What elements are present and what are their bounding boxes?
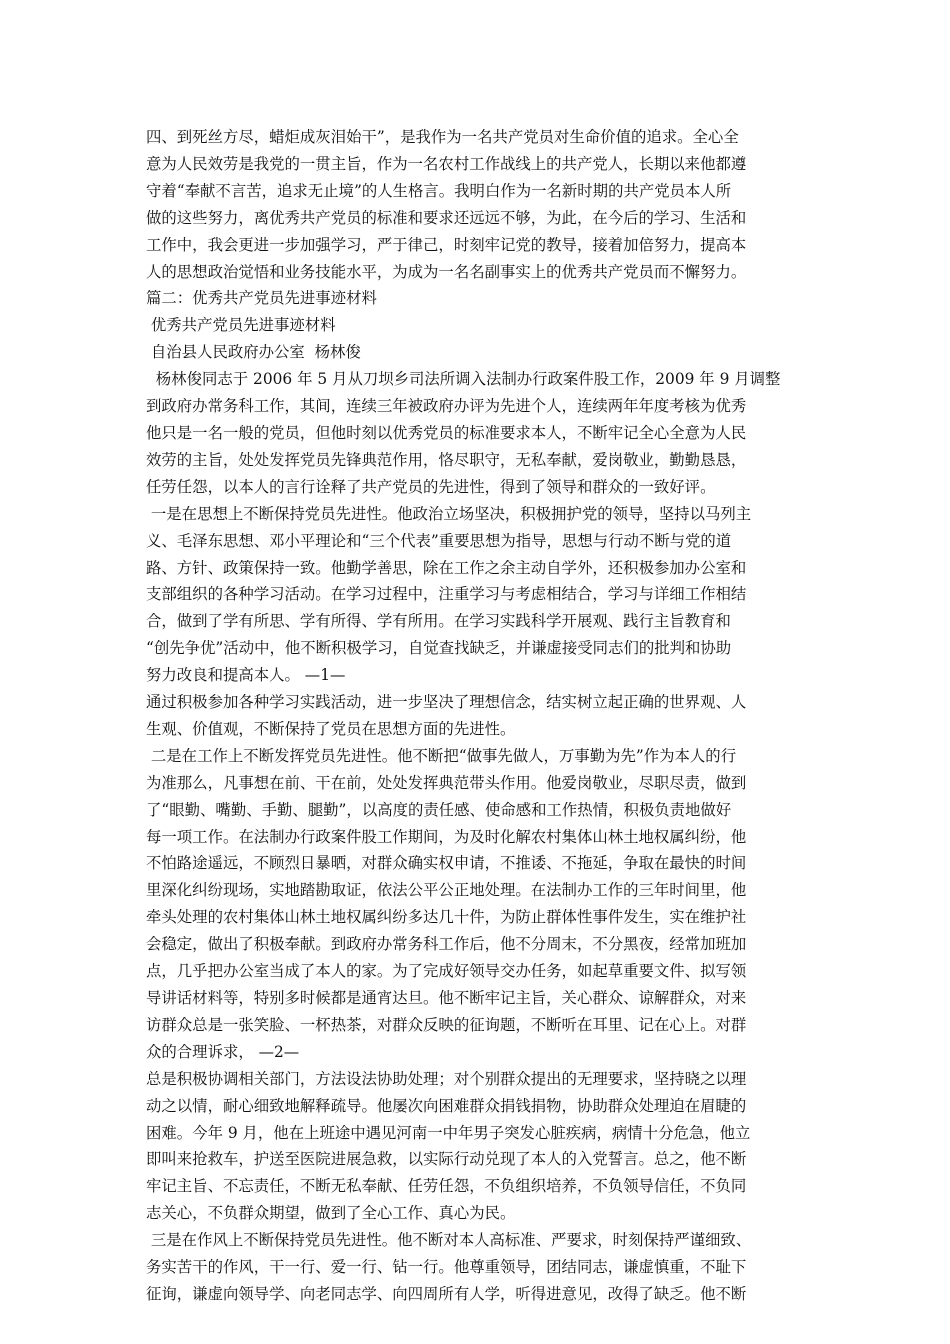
text-line: 自治县人民政府办公室 杨林俊 (146, 343, 361, 362)
text-line: 努力改良和提高本人。 —1— (146, 666, 346, 685)
text-line: 为准那么，凡事想在前、干在前，处处发挥典范带头作用。他爱岗敬业，尽职尽责，做到 (146, 773, 747, 792)
paragraph-p6 (146, 501, 814, 689)
paragraph-p10 (146, 1227, 814, 1308)
paragraph-p1 (146, 124, 814, 285)
text-line: 任劳任怨，以本人的言行诠释了共产党员的先进性，得到了领导和群众的一致好评。 (146, 477, 716, 496)
paragraph-p8 (146, 743, 814, 1066)
paragraph-p4 (146, 339, 814, 366)
text-line: 他只是一名一般的党员，但他时刻以优秀党员的标准要求本人，不断牢记全心全意为人民 (146, 423, 747, 442)
text-line: 困难。今年 9 月，他在上班途中遇见河南一中年男子突发心脏疾病，病情十分危急，他立 (146, 1123, 751, 1142)
text-line: 牢记主旨、不忘责任，不断无私奉献、任劳任怨，不负组织培养，不负领导信任，不负同 (146, 1177, 747, 1196)
paragraph-p2 (146, 285, 814, 312)
text-line: 人的思想政治觉悟和业务技能水平，为成为一名名副事实上的优秀共产党员而不懈努力。 (146, 262, 747, 281)
text-line: 众的合理诉求， —2— (146, 1042, 300, 1061)
text-line: “创先争优”活动中，他不断积极学习，自觉查找缺乏，并谦虚接受同志们的批判和协助 (146, 639, 732, 658)
text-line: 二是在工作上不断发挥党员先进性。他不断把“做事先做人，万事勤为先”作为本人的行 (146, 746, 737, 765)
text-line: 生观、价值观，不断保持了党员在思想方面的先进性。 (146, 719, 516, 738)
text-line: 效劳的主旨，处处发挥党员先锋典范作用，恪尽职守，无私奉献，爱岗敬业，勤勤恳恳， (146, 450, 747, 469)
text-line: 工作中，我会更进一步加强学习，严于律己，时刻牢记党的教导，接着加倍努力，提高本 (146, 235, 747, 254)
document-body (146, 124, 814, 1308)
text-line: 不怕路途遥远，不顾烈日暴晒，对群众确实权申请，不推诿、不拖延，争取在最快的时间 (146, 854, 747, 873)
text-line: 做的这些努力，离优秀共产党员的标准和要求还远远不够，为此，在今后的学习、生活和 (146, 208, 747, 227)
text-line: 总是积极协调相关部门，方法设法协助处理；对个别群众提出的无理要求，坚持晓之以理 (146, 1069, 747, 1088)
text-line: 三是在作风上不断保持党员先进性。他不断对本人高标准、严要求，时刻保持严谨细致、 (146, 1231, 752, 1250)
text-line: 访群众总是一张笑脸、一杯热茶，对群众反映的征询题，不断听在耳里、记在心上。对群 (146, 1015, 747, 1034)
text-line: 路、方针、政策保持一致。他勤学善思，除在工作之余主动自学外，还积极参加办公室和 (146, 558, 747, 577)
text-line: 杨林俊同志于 2006 年 5 月从刀坝乡司法所调入法制办行政案件股工作，2009 年 9 月调整 (146, 370, 781, 389)
text-line: 合，做到了学有所思、学有所得、学有所用。在学习实践科学开展观、践行主旨教育和 (146, 612, 731, 631)
text-line: 征询，谦虚向领导学、向老同志学、向四周所有人学，听得进意见，改得了缺乏。他不断 (146, 1284, 747, 1303)
text-line: 务实苦干的作风，干一行、爱一行、钻一行。他尊重领导，团结同志，谦虚慎重，不耻下 (146, 1258, 747, 1277)
text-line: 了“眼勤、嘴勤、手勤、腿勤”，以高度的责任感、使命感和工作热情，积极负责地做好 (146, 800, 732, 819)
text-line: 优秀共产党员先进事迹材料 (146, 316, 336, 335)
text-line: 义、毛泽东思想、邓小平理论和“三个代表”重要思想为指导，思想与行动不断与党的道 (146, 531, 732, 550)
text-line: 志关心，不负群众期望，做到了全心工作、真心为民。 (146, 1204, 516, 1223)
text-line: 动之以情，耐心细致地解释疏导。他屡次向困难群众捐钱捐物，协助群众处理迫在眉睫的 (146, 1096, 747, 1115)
text-line: 支部组织的各种学习活动。在学习过程中，注重学习与考虑相结合，学习与详细工作相结 (146, 585, 747, 604)
text-line: 四、到死丝方尽，蜡炬成灰泪始干”，是我作为一名共产党员对生命价值的追求。全心全 (146, 128, 739, 146)
text-line: 每一项工作。在法制办行政案件股工作期间，为及时化解农村集体山林土地权属纠纷，他 (146, 827, 747, 846)
text-line: 通过积极参加各种学习实践活动，进一步坚决了理想信念，结实树立起正确的世界观、人 (146, 693, 747, 712)
text-line: 点，几乎把办公室当成了本人的家。为了完成好领导交办任务，如起草重要文件、拟写领 (146, 962, 747, 981)
text-line: 会稳定，做出了积极奉献。到政府办常务科工作后，他不分周末，不分黑夜，经常加班加 (146, 935, 747, 954)
text-line: 即叫来抢救车，护送至医院进展急救，以实际行动兑现了本人的入党誓言。总之，他不断 (146, 1150, 747, 1169)
text-line: 里深化纠纷现场，实地踏勘取证，依法公平公正地处理。在法制办工作的三年时间里，他 (146, 881, 747, 900)
text-line: 篇二：优秀共产党员先进事迹材料 (146, 289, 377, 308)
text-line: 导讲话材料等，特别多时候都是通宵达旦。他不断牢记主旨，关心群众、谅解群众，对来 (146, 989, 747, 1007)
paragraph-p3 (146, 312, 814, 339)
paragraph-p9 (146, 1066, 814, 1227)
text-line: 牵头处理的农村集体山林土地权属纠纷多达几十件，为防止群体性事件发生，实在维护社 (146, 908, 747, 927)
paragraph-p7 (146, 689, 814, 743)
text-line: 意为人民效劳是我党的一贯主旨，作为一名农村工作战线上的共产党人，长期以来他都遵 (146, 154, 747, 173)
text-line: 到政府办常务科工作，其间，连续三年被政府办评为先进个人，连续两年年度考核为优秀 (146, 397, 747, 416)
text-line: 一是在思想上不断保持党员先进性。他政治立场坚决，积极拥护党的领导，坚持以马列主 (146, 504, 752, 523)
text-line: 守着“奉献不言苦，追求无止境”的人生格言。我明白作为一名新时期的共产党员本人所 (146, 181, 732, 200)
paragraph-p5 (146, 366, 814, 501)
